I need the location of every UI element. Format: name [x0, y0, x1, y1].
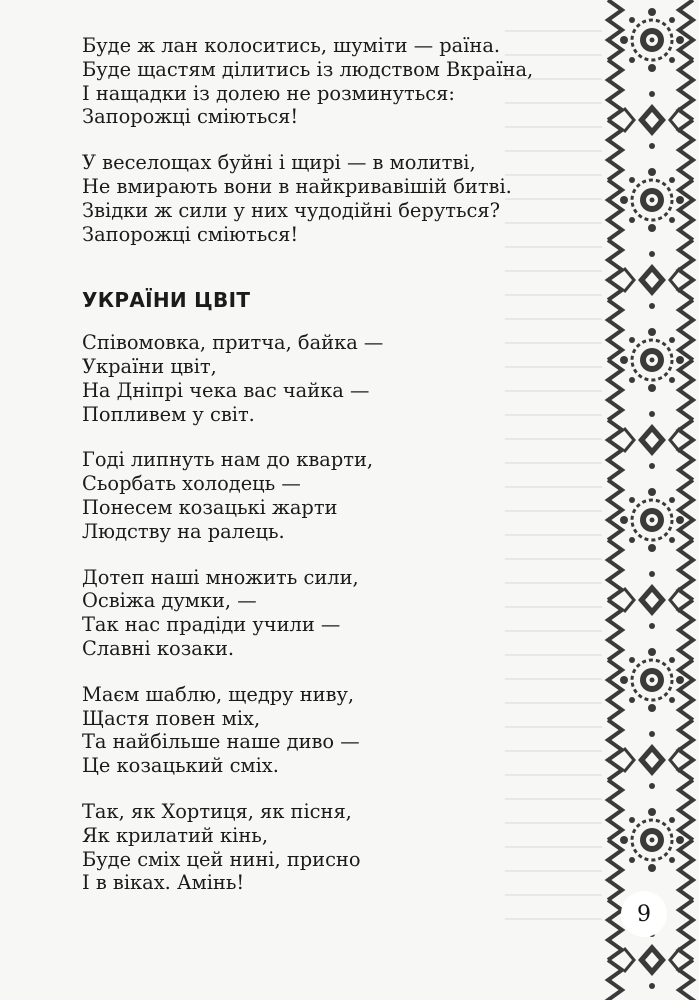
stanza [82, 800, 522, 895]
verse-line: Понесем козацькі жарти [82, 495, 338, 519]
verse-line: Так, як Хортиця, як пісня, [82, 799, 352, 823]
poem-title: УКРАЇНИ ЦВІТ [82, 288, 251, 313]
stanza [82, 151, 522, 246]
verse-line: Буде щастям ділитись із людством Вкраїна, [82, 57, 534, 81]
verse-line: У веселощах буйні і щирі — в молитві, [82, 151, 476, 175]
poem-ukrainy-tsvit [82, 331, 522, 895]
verse-line: Запорожці сміються! [82, 105, 299, 129]
verse-line: Так нас прадіди учили — [82, 613, 341, 637]
verse-line: Запорожці сміються! [82, 222, 299, 246]
verse-line: І нащадки із долею не розминуться: [82, 81, 455, 105]
verse-line: Сьорбать холодець — [82, 472, 301, 496]
verse-line: Буде сміх цей нині, присно [82, 847, 361, 871]
verse-line: Це козацький сміх. [82, 754, 279, 778]
ornament-border-icon [602, 0, 699, 1000]
page-text [82, 34, 534, 917]
verse-line: Як крилатий кінь, [82, 823, 268, 847]
verse-line: Годі липнуть нам до кварти, [82, 448, 374, 472]
verse-line: України цвіт, [82, 354, 217, 378]
stanza [82, 331, 522, 426]
verse-line: Попливем у світ. [82, 402, 255, 426]
verse-line: На Дніпрі чека вас чайка — [82, 378, 370, 402]
verse-line: Співомовка, притча, байка — [82, 331, 384, 355]
poem-zaporozhtsi [82, 34, 534, 246]
verse-line: Та найбільше наше диво — [82, 730, 360, 754]
verse-line: Освіжа думки, — [82, 589, 257, 613]
verse-line: Не вмирають вони в найкривавішій битві. [82, 174, 512, 198]
verse-line: Щастя повен міх, [82, 706, 261, 730]
stanza [82, 683, 522, 778]
verse-line: Людству на ралець. [82, 519, 285, 543]
verse-line: Звідки ж сили у них чудодійні беруться? [82, 198, 500, 222]
verse-line: Дотеп наші множить сили, [82, 565, 359, 589]
verse-line: Славні козаки. [82, 636, 235, 660]
stanza [82, 566, 522, 661]
stanza [82, 448, 522, 543]
verse-line: І в віках. Амінь! [82, 871, 245, 895]
page-number: 9 [621, 891, 667, 937]
stanza [82, 34, 534, 129]
verse-line: Буде ж лан колоситись, шуміти — раїна. [82, 34, 501, 57]
verse-line: Маєм шаблю, щедру ниву, [82, 682, 355, 706]
